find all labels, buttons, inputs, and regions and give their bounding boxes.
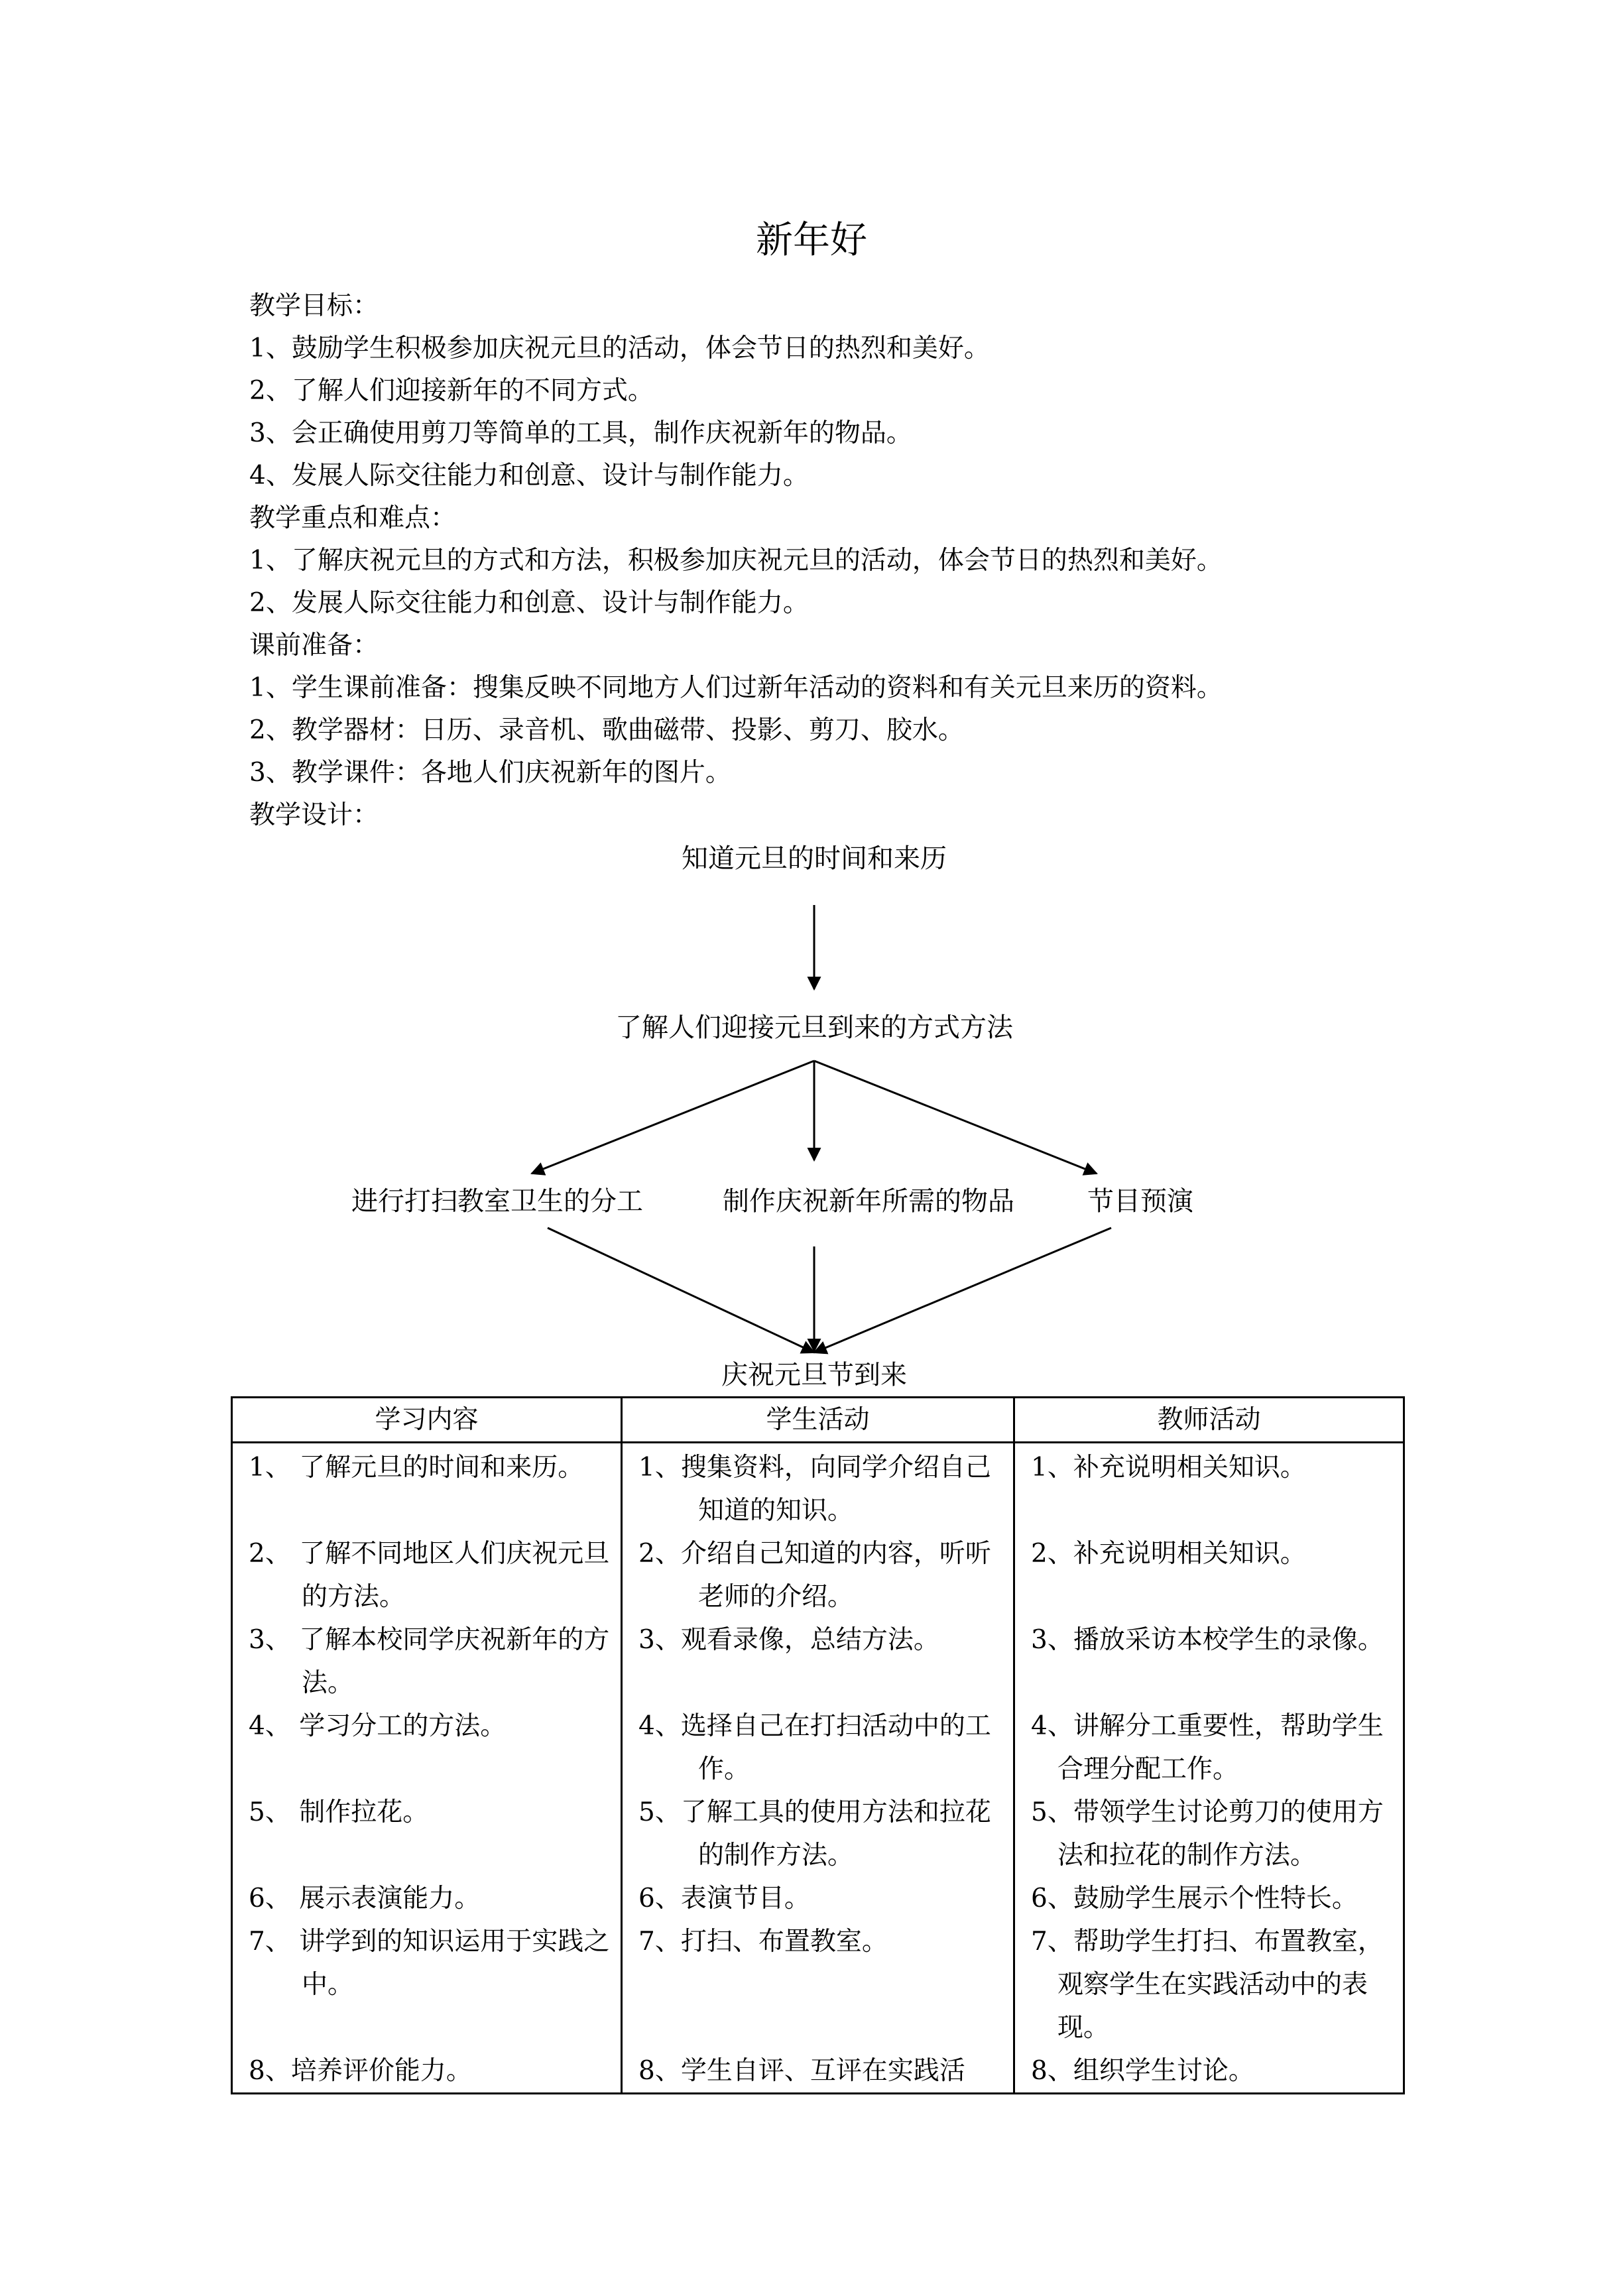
prep-item: 3、教学课件：各地人们庆祝新年的图片。 xyxy=(249,758,731,788)
table-row xyxy=(232,1443,1404,2094)
content-column xyxy=(232,1443,622,2094)
design-heading: 教学设计： xyxy=(249,800,379,830)
student-item: 4、选择自己在打扫活动中的工作。 xyxy=(638,1711,991,1784)
student-item: 2、介绍自己知道的内容，听听老师的介绍。 xyxy=(638,1539,991,1612)
content-item: 3、 了解本校同学庆祝新年的方法。 xyxy=(249,1625,610,1698)
prep-heading: 课前准备： xyxy=(249,631,379,660)
content-item: 5、 制作拉花。 xyxy=(249,1797,429,1827)
arrow-to-left-branch xyxy=(532,1061,814,1174)
prep-item: 2、教学器材：日历、录音机、歌曲磁带、投影、剪刀、胶水。 xyxy=(249,715,964,745)
page-title: 新年好 xyxy=(756,219,867,262)
student-item: 1、搜集资料，向同学介绍自己知道的知识。 xyxy=(638,1453,991,1526)
arrow-left-to-final xyxy=(548,1228,814,1353)
flow-step1: 知道元旦的时间和来历 xyxy=(682,843,947,874)
flow-branch-right: 节目预演 xyxy=(1087,1186,1193,1217)
goal-item: 3、会正确使用剪刀等简单的工具，制作庆祝新年的物品。 xyxy=(249,418,912,448)
teacher-item: 2、补充说明相关知识。 xyxy=(1031,1539,1306,1569)
content-item: 7、 讲学到的知识运用于实践之中。 xyxy=(249,1927,610,2000)
goal-item: 4、发展人际交往能力和创意、设计与制作能力。 xyxy=(249,461,809,491)
content-item: 4、 学习分工的方法。 xyxy=(249,1711,507,1741)
teacher-item: 1、补充说明相关知识。 xyxy=(1031,1453,1306,1482)
teacher-item: 5、带领学生讨论剪刀的使用方法和拉花的制作方法。 xyxy=(1031,1797,1384,1870)
keypoint-item: 1、了解庆祝元旦的方式和方法，积极参加庆祝元旦的活动，体会节日的热烈和美好。 xyxy=(249,546,1223,575)
student-column xyxy=(622,1443,1014,2094)
goal-item: 2、了解人们迎接新年的不同方式。 xyxy=(249,376,654,406)
teacher-item: 6、鼓励学生展示个性特长。 xyxy=(1031,1884,1358,1913)
keypoints-heading: 教学重点和难点： xyxy=(249,503,457,533)
content-item: 6、 展示表演能力。 xyxy=(249,1884,481,1913)
keypoint-item: 2、发展人际交往能力和创意、设计与制作能力。 xyxy=(249,588,809,618)
arrow-right-to-final xyxy=(814,1228,1111,1353)
flow-step2: 了解人们迎接元旦到来的方式方法 xyxy=(615,1012,1013,1043)
arrow-to-right-branch xyxy=(814,1061,1097,1174)
teacher-item: 3、播放采访本校学生的录像。 xyxy=(1031,1625,1384,1655)
student-item: 5、了解工具的使用方法和拉花的制作方法。 xyxy=(638,1797,991,1870)
student-item: 3、观看录像，总结方法。 xyxy=(638,1625,939,1655)
teacher-column xyxy=(1014,1443,1404,2094)
flow-branch-middle: 制作庆祝新年所需的物品 xyxy=(723,1186,1014,1217)
student-item: 8、学生自评、互评在实践活 xyxy=(638,2056,965,2086)
header-teacher: 教师活动 xyxy=(1014,1398,1404,1443)
flow-branch-left: 进行打扫教室卫生的分工 xyxy=(351,1186,643,1217)
goals-heading: 教学目标： xyxy=(249,291,379,321)
content-item: 1、 了解元旦的时间和来历。 xyxy=(249,1453,584,1482)
table-header-row xyxy=(232,1398,1404,1443)
student-item: 7、打扫、布置教室。 xyxy=(638,1927,888,1957)
content-item: 2、 了解不同地区人们庆祝元旦的方法。 xyxy=(249,1539,610,1612)
header-student: 学生活动 xyxy=(622,1398,1014,1443)
lesson-table xyxy=(231,1396,1405,2094)
student-item: 6、表演节目。 xyxy=(638,1884,810,1913)
teacher-item: 8、组织学生讨论。 xyxy=(1031,2056,1254,2086)
header-content: 学习内容 xyxy=(232,1398,622,1443)
flow-final: 庆祝元旦节到来 xyxy=(721,1360,907,1390)
teacher-item: 7、帮助学生打扫、布置教室，观察学生在实践活动中的表现。 xyxy=(1031,1927,1384,2043)
goal-item: 1、鼓励学生积极参加庆祝元旦的活动，体会节日的热烈和美好。 xyxy=(249,333,990,363)
teacher-item: 4、讲解分工重要性，帮助学生合理分配工作。 xyxy=(1031,1711,1384,1784)
prep-item: 1、学生课前准备：搜集反映不同地方人们过新年活动的资料和有关元旦来历的资料。 xyxy=(249,673,1223,703)
content-item: 8、培养评价能力。 xyxy=(249,2056,472,2086)
